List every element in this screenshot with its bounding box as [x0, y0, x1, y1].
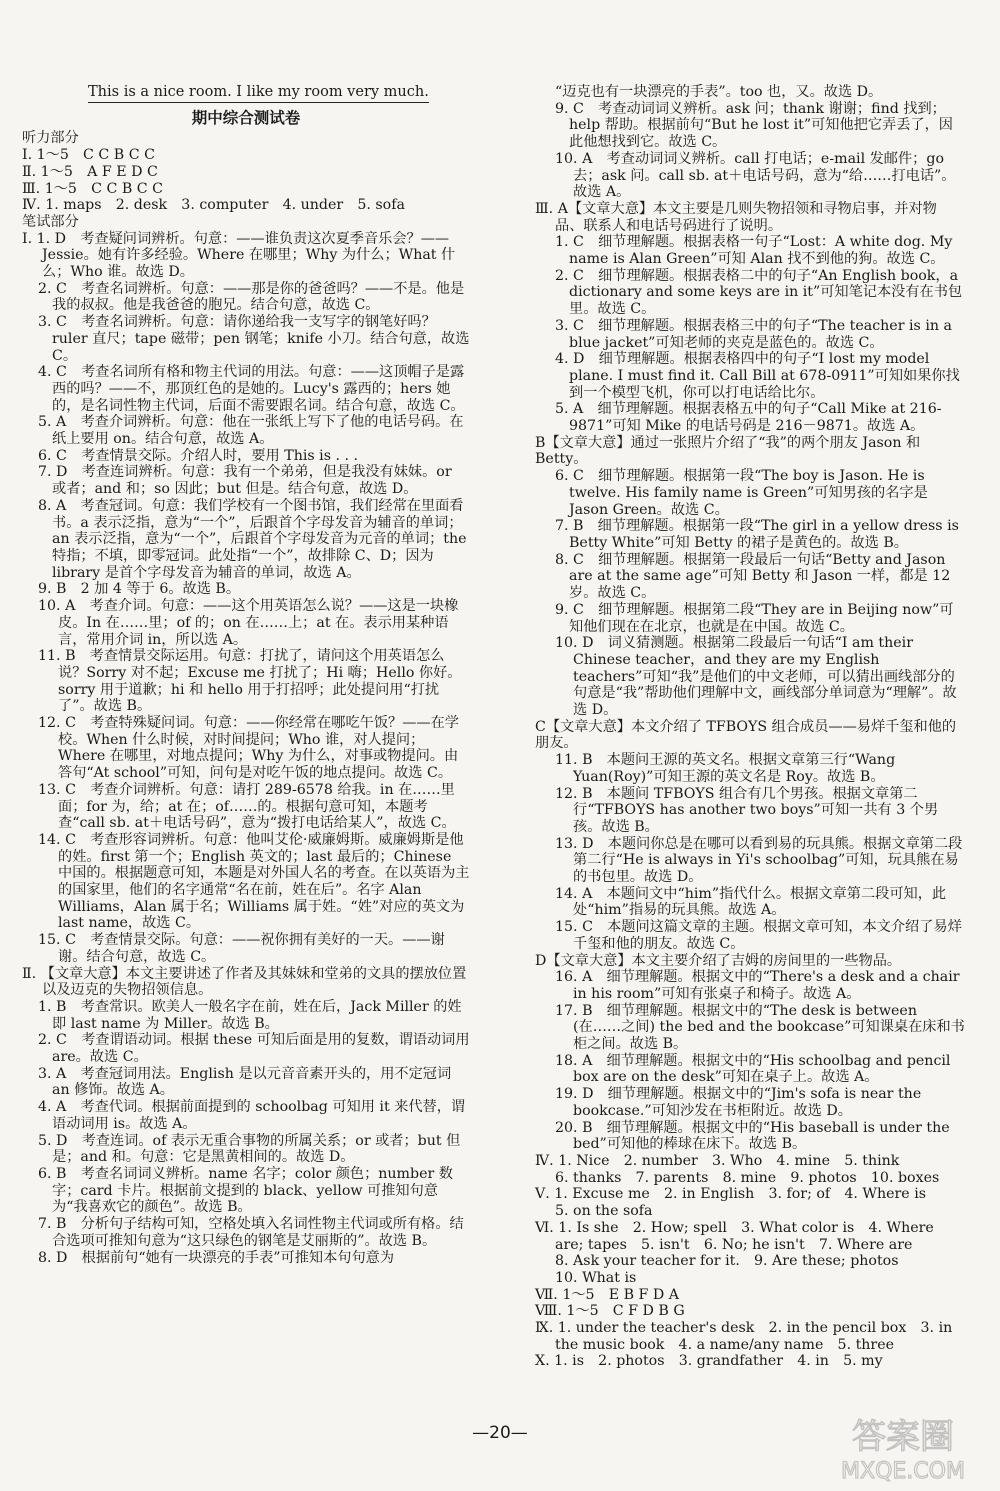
answer-item: 2. C 考查谓语动词。根据 these 可知后面是用的复数，谓语动词用 are。故选 C。 [38, 1032, 470, 1066]
answer-item: 14. A 本题问文中“him”指代什么。根据文章第二段可知，此处“him”指易的玩具熊。故选 A。 [555, 885, 947, 919]
answer-item: 2. C 考查名词辨析。句意：——那是你的爸爸吗？——不是。他是我的叔叔。他是我爸爸的胞兄。结合句意，故选 C。 [38, 280, 465, 314]
exam-title: 期中综合测试卷 [191, 108, 301, 127]
listening-header: 听力部分 [22, 130, 79, 147]
answer-item: 11. B 本题问王源的英文名。根据文章第三行“Wang Yuan(Roy)”可知王源的英文名是 Roy。故选 B。 [555, 752, 896, 785]
answer-item: 16. A 细节理解题。根据文中的“There's a desk and a chair in his room”可知有张桌子和椅子。故选 A。 [555, 969, 960, 1002]
answer-item: 3. C 考查名词辨析。句意：请你递给我一支写字的钢笔好吗？ruler 直尺；tape 磁带；pen 钢笔；knife 小刀。结合句意，故选 C。 [38, 314, 470, 364]
answer-item: Ⅶ. 1～5 E B F D A [535, 1286, 680, 1303]
answer-item: Ⅷ. 1～5 C F D B G [535, 1303, 685, 1320]
watermark-logo [818, 1410, 988, 1484]
answer-item: 4. C 考查名词所有格和物主代词的用法。句意：——这顶帽子是露西的吗？——不，那顶红色的是她的。Lucy's 露西的；hers 她的，是名词性物主代词，后面不需要跟名词。结合句意，故选 C。 [38, 364, 465, 414]
answer-item: 19. D 细节理解题。根据文中的“Jim's sofa is near the bookcase.”可知沙发在书柜附近。故选 D。 [555, 1086, 922, 1119]
answer-item: D【文章大意】本文主要介绍了吉姆的房间里的一些物品。 [535, 952, 902, 969]
answer-item: 13. C 考查介词辨析。句意：请打 289-6578 给我。in 在……里面；for 为，给；at 在；of……的。根据句意可知，本题考查“call sb. at＋电话号码”，意为“拨打电话给某人”，故选 C。 [38, 781, 456, 832]
answer-item: 10. A 考查介词。句意：——这个用英语怎么说？——这是一块橡皮。In 在……里；of 的；on 在……上；at 在。表示用某种语言，常用介词 in，所以选 A。 [38, 598, 459, 648]
answer-item: 6. thanks 7. parents 8. mine 9. photos 10. boxes [555, 1169, 940, 1186]
answer-item: 20. B 细节理解题。根据文中的“His baseball is under the bed”可知他的棒球在床下。故选 B。 [555, 1119, 950, 1153]
answer-item: 18. A 细节理解题。根据文中的“His schoolbag and pencil box are on the desk”可知在桌子上。故选 A。 [555, 1052, 951, 1086]
answer-item: 17. B 细节理解题。根据文中的“The desk is between (在……之间) the bed and the bookcase”可知课桌在床和书柜之间。故选 B。 [555, 1002, 965, 1053]
answer-item: 5. D 考查连词。of 表示无重合事物的所属关系；or 或者；but 但是；and 和。句意：它是黑黄相间的。故选 D。 [38, 1132, 461, 1166]
answer-item: B【文章大意】通过一张照片介绍了“我”的两个朋友 Jason 和 Betty。 [535, 434, 921, 468]
answer-item: 3. C 细节理解题。根据表格三中的句子“The teacher is in a blue jacket”可知老师的夹克是蓝色的。故选 C。 [555, 317, 952, 351]
answer-item: 12. B 本题问 TFBOYS 组合有几个男孩。根据文章第二行“TFBOYS has another two boys”可知一共有 3 个男孩。故选 B。 [555, 785, 939, 835]
answer-item: “迈克也有一块漂亮的手表”。too 也，又。故选 D。 [555, 84, 883, 100]
answer-item: Ⅹ. 1. is 2. photos 3. grandfather 4. in 5. my [535, 1353, 883, 1370]
answer-item: 7. D 考查连词辨析。句意：我有一个弟弟，但是我没有妹妹。or 或者；and 和；so 因此；but 但是。结合句意，故选 D。 [38, 464, 452, 498]
written-header: 笔试部分 [22, 213, 79, 230]
left-answer-list [22, 231, 470, 1267]
watermark-line1: 答案圈 [852, 1417, 954, 1457]
answer-item: 1. B 考查常识。欧美人一般名字在前，姓在后，Jack Miller 的姓即 last name 为 Miller。故选 B。 [38, 998, 462, 1032]
answer-item: 15. C 考查情景交际。句意：——祝你拥有美好的一天。——谢谢。结合句意，故选 C。 [38, 932, 445, 965]
answer-item: 15. C 本题问这篇文章的主题。根据文章可知，本文介绍了易烊千玺和他的朋友。故选 C。 [555, 919, 962, 952]
listening-line: Ⅱ. 1～5 A F E D C [22, 163, 158, 180]
answer-item: 8. C 细节理解题。根据第一段最后一句话“Betty and Jason are at the same age”可知 Betty 和 Jason 一样，都是 12 岁。故选 C。 [555, 551, 951, 602]
right-answer-list [535, 84, 965, 1370]
left-column [22, 84, 470, 1266]
answer-item: Ⅸ. 1. under the teacher's desk 2. in the pencil box 3. in the music book 4. a name/any name 5. three [535, 1320, 953, 1353]
top-sentence: This is a nice room. I like my room very much. [88, 84, 429, 103]
answer-item: Ⅳ. 1. Nice 2. number 3. Who 4. mine 5. think [535, 1153, 900, 1169]
answer-item: 11. B 考查情景交际运用。句意：打扰了，请问这个用英语怎么说？Sorry 对不起；Excuse me 打扰了；Hi 嗨；Hello 你好。sorry 用于道歉；hi 和 hello 用于打招呼；此处提问用“打扰了”。故选 B。 [38, 648, 462, 715]
answer-item: 8. D 根据前句“她有一块漂亮的手表”可推知本句句意为 [38, 1249, 395, 1266]
answer-item: 6. B 考查名词词义辨析。name 名字；color 颜色；number 数字；card 卡片。根据前文提到的 black、yellow 可推知句意为“我喜欢它的颜色”。故选 B。 [38, 1166, 453, 1216]
answer-item: 6. C 考查情景交际。介绍人时，要用 This is . . . [38, 447, 359, 464]
answer-item: 13. D 本题问你总是在哪可以看到易的玩具熊。根据文章第二段第二行“He is always in Yi's schoolbag”可知，玩具熊在易的书包里。故选 D。 [555, 835, 963, 886]
answer-item: 10. D 词义猜测题。根据第二段最后一句话“I am their Chinese teacher，and they are my English teachers”可知“我”是他们的中文老师，可以猜出画线部分的句意是“我”帮助他们理解中文，画线部分单词意为“理解”。故选 D。 [555, 635, 957, 719]
answer-item: 4. D 细节理解题。根据表格四中的句子“I lost my model plane. I must find it. Call Bill at 678-0911”可知如果你找到一个模型飞机，你可以打电话给比尔。 [555, 351, 960, 401]
answer-item: 7. B 细节理解题。根据第一段“The girl in a yellow dress is Betty White”可知 Betty 的裙子是黄色的。故选 B。 [555, 518, 959, 551]
answer-item: 10. What is [555, 1269, 637, 1286]
listening-line: Ⅰ. 1～5 C C B C C [22, 147, 155, 164]
answer-item: 8. A 考查冠词。句意：我们学校有一个图书馆，我们经常在里面看书。a 表示泛指，意为“一个”，后跟首个字母发音为辅音的单词；an 表示泛指，意为“一个”，后跟首个字母发音为元音的单词；the 特指；不填，即零冠词。此处指“一个”，故排除 C、D；因为 library 是首个字母发音为辅音的单词，故选 A。 [38, 497, 467, 581]
answer-item: 9. C 考查动词词义辨析。ask 问；thank 谢谢；find 找到；help 帮助。根据前句“But he lost it”可知他把它弄丢了，因此他想找到它。故选 C。 [555, 100, 953, 151]
listening-line: Ⅲ. 1～5 C C B C C [22, 180, 164, 197]
answer-item: 4. A 考查代词。根据前面提到的 schoolbag 可知用 it 来代替，谓语动词用 is。故选 A。 [38, 1099, 466, 1132]
watermark-line2: MXQE.COM [841, 1459, 965, 1484]
listening-line: Ⅳ. 1. maps 2. desk 3. computer 4. under 5. sofa [22, 197, 405, 214]
answer-item: Ⅴ. 1. Excuse me 2. in English 3. for; of 4. Where is [535, 1186, 927, 1203]
answer-item: 6. C 细节理解题。根据第一段“The boy is Jason. He is twelve. His family name is Green”可知男孩的名字是 Jason Green。故选 C。 [555, 468, 928, 518]
answer-item: Ⅱ. 【文章大意】本文主要讲述了作者及其妹妹和堂弟的文具的摆放位置以及迈克的失物招领信息。 [22, 965, 467, 999]
answer-item: Ⅰ. 1. D 考查疑问词辨析。句意：——谁负责这次夏季音乐会？——Jessie。她有许多经验。Where 在哪里；Why 为什么；What 什么；Who 谁。故选 D。 [22, 230, 456, 281]
answer-item: 5. A 细节理解题。根据表格五中的句子“Call Mike at 216-9871”可知 Mike 的电话号码是 216－9871。故选 A。 [555, 401, 942, 435]
answer-item: 2. C 细节理解题。根据表格二中的句子“An English book，a dictionary and some keys are in it”可知笔记本没有在书包里。故选 C。 [555, 267, 963, 318]
answer-item: 8. Ask your teacher for it. 9. Are these; photos [555, 1253, 899, 1270]
answer-item: Ⅲ. A【文章大意】本文主要是几则失物招领和寻物启事，并对物品、联系人和电话号码进行了说明。 [535, 200, 937, 234]
answer-item: 10. A 考查动词词义辨析。call 打电话；e-mail 发邮件；go 去；ask 问。call sb. at＋电话号码，意为“给……打电话”。故选 A。 [555, 150, 956, 201]
right-column [535, 84, 965, 1370]
answer-item: 7. B 分析句子结构可知，空格处填入名词性物主代词或所有格。结合选项可推知句意为“这只绿色的钢笔是艾丽斯的”。故选 B。 [38, 1216, 464, 1249]
answer-item: 12. C 考查特殊疑问词。句意：——你经常在哪吃午饭？——在学校。When 什么时候，对时间提问；Who 谁，对人提问；Where 在哪里，对地点提问；Why 为什么，对事或物提问。由答句“At school”可知，问句是对吃午饭的地点提问。故选 C。 [38, 715, 459, 782]
answer-item: 14. C 考查形容词辨析。句意：他叫艾伦·威廉姆斯。威廉姆斯是他的姓。first 第一个；English 英文的；last 最后的；Chinese 中国的。根据题意可知，本题是对外国人名的考查。在以英语为主的国家里，他们的名字通常“名在前，姓在后”。名字 Alan Williams，Alan 属于名；Williams 属于姓。“姓”对应的英文为 last name，故选 C。 [38, 831, 470, 932]
answer-item: Ⅵ. 1. Is she 2. How; spell 3. What color is 4. Where are; tapes 5. isn't 6. No; he isn't 7. Where are [535, 1219, 934, 1253]
answer-item: 1. C 细节理解题。根据表格一句子“Lost：A white dog. My name is Alan Green”可知 Alan 找不到他的狗。故选 C。 [555, 234, 953, 268]
answer-item: C【文章大意】本文介绍了 TFBOYS 组合成员——易烊千玺和他的朋友。 [535, 718, 957, 752]
answer-item: 9. C 细节理解题。根据第二段“They are in Beijing now”可知他们现在在北京，也就是在中国。故选 C。 [555, 601, 954, 635]
answer-item: 5. on the sofa [555, 1203, 653, 1220]
page-number: —20— [472, 1423, 528, 1443]
answer-item: 5. A 考查介词辨析。句意：他在一张纸上写下了他的电话号码。在纸上要用 on。结合句意，故选 A。 [38, 414, 464, 448]
answer-item: 3. A 考查冠词用法。English 是以元音音素开头的，用不定冠词 an 修饰。故选 A。 [38, 1065, 452, 1099]
answer-item: 9. B 2 加 4 等于 6。故选 B。 [38, 581, 241, 598]
